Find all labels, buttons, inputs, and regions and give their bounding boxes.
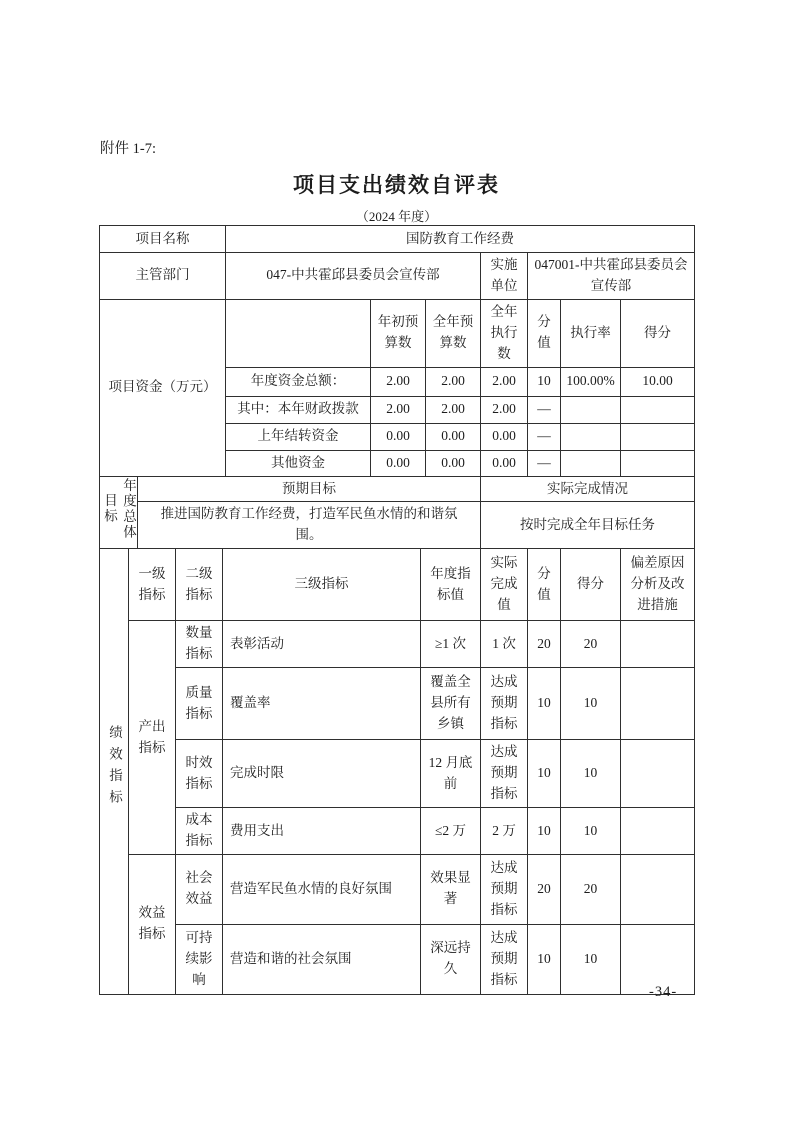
- level3-cell: 费用支出: [223, 808, 421, 855]
- document-subtitle: （2024 年度）: [355, 209, 438, 224]
- goal-side-label-text: 年度总体目标: [102, 477, 136, 540]
- score-cell: 10: [561, 740, 621, 808]
- funding-header-annual: 全年预算数: [426, 299, 481, 367]
- funding-header-score: 得分: [621, 299, 695, 367]
- cell-weight: 10: [528, 367, 561, 396]
- cell-annual-budget: 2.00: [426, 367, 481, 396]
- actual-completion-value: 按时完成全年目标任务: [481, 502, 695, 549]
- cell-score: [621, 450, 695, 476]
- actual-completion-header: 实际完成情况: [481, 476, 695, 502]
- funding-header-rate: 执行率: [561, 299, 621, 367]
- weight-cell: 10: [528, 808, 561, 855]
- funding-header-initial: 年初预算数: [371, 299, 426, 367]
- deviation-cell: [621, 854, 695, 924]
- cell-weight: —: [528, 423, 561, 450]
- funding-row-label: 其他资金: [226, 450, 371, 476]
- cell-rate: [561, 396, 621, 423]
- funding-header-weight: 分值: [528, 299, 561, 367]
- deviation-cell: [621, 668, 695, 740]
- cell-rate: [561, 423, 621, 450]
- actual-cell: 达成预期指标: [481, 740, 528, 808]
- project-name-value: 国防教育工作经费: [226, 226, 695, 253]
- indicators-side-label-text: 绩效指标: [107, 725, 122, 812]
- target-cell: 深远持久: [421, 924, 481, 994]
- indicator-row-social-benefit: [100, 854, 695, 924]
- header-level3: 三级指标: [223, 549, 421, 621]
- goal-side-label: [100, 476, 138, 549]
- level2-cell: 质量指标: [176, 668, 223, 740]
- level3-cell: 覆盖率: [223, 668, 421, 740]
- indicators-table: [99, 548, 695, 995]
- actual-cell: 达成预期指标: [481, 924, 528, 994]
- cell-weight: —: [528, 396, 561, 423]
- cell-score: [621, 396, 695, 423]
- department-row: [100, 253, 695, 300]
- project-name-label: 项目名称: [100, 226, 226, 253]
- header-weight: 分值: [528, 549, 561, 621]
- header-level2: 二级指标: [176, 549, 223, 621]
- funding-side-label: 项目资金（万元）: [100, 299, 226, 476]
- header-deviation: 偏差原因分析及改进措施: [621, 549, 695, 621]
- dept-label: 主管部门: [100, 253, 226, 300]
- cell-executed: 2.00: [481, 396, 528, 423]
- cell-score: 10.00: [621, 367, 695, 396]
- target-cell: ≥1 次: [421, 621, 481, 668]
- deviation-cell: [621, 621, 695, 668]
- cell-initial-budget: 0.00: [371, 450, 426, 476]
- attachment-label: 附件 1-7:: [100, 141, 156, 157]
- weight-cell: 20: [528, 621, 561, 668]
- cell-initial-budget: 2.00: [371, 367, 426, 396]
- header-level1: 一级指标: [129, 549, 176, 621]
- actual-cell: 2 万: [481, 808, 528, 855]
- funding-row-label: 年度资金总额：: [226, 367, 371, 396]
- target-cell: 12 月底前: [421, 740, 481, 808]
- score-cell: 10: [561, 924, 621, 994]
- level1-benefit: 效益指标: [129, 854, 176, 994]
- basic-and-funding-table: [99, 225, 695, 477]
- weight-cell: 10: [528, 924, 561, 994]
- expected-goal-value: 推进国防教育工作经费，打造军民鱼水情的和谐氛围。: [138, 502, 481, 549]
- cell-annual-budget: 0.00: [426, 423, 481, 450]
- funding-header-row: [100, 299, 695, 367]
- indicator-row-cost: [100, 808, 695, 855]
- score-cell: 10: [561, 808, 621, 855]
- funding-row-label: 上年结转资金: [226, 423, 371, 450]
- annual-goal-table: [99, 476, 695, 550]
- level3-cell: 营造和谐的社会氛围: [223, 924, 421, 994]
- cell-rate: [561, 450, 621, 476]
- level3-cell: 表彰活动: [223, 621, 421, 668]
- header-target-value: 年度指标值: [421, 549, 481, 621]
- dept-value: 047-中共霍邱县委员会宣传部: [226, 253, 481, 300]
- target-cell: 覆盖全县所有乡镇: [421, 668, 481, 740]
- level2-cell: 社会效益: [176, 854, 223, 924]
- goal-content-row: [100, 502, 695, 549]
- level2-cell: 数量指标: [176, 621, 223, 668]
- page-number: -34-: [649, 984, 678, 1000]
- impl-unit-value: 047001-中共霍邱县委员会宣传部: [528, 253, 695, 300]
- cell-executed: 2.00: [481, 367, 528, 396]
- score-cell: 20: [561, 854, 621, 924]
- level3-cell: 完成时限: [223, 740, 421, 808]
- target-cell: 效果显著: [421, 854, 481, 924]
- level1-output: 产出指标: [129, 621, 176, 855]
- cell-initial-budget: 0.00: [371, 423, 426, 450]
- score-cell: 10: [561, 668, 621, 740]
- cell-rate: 100.00%: [561, 367, 621, 396]
- document-title: 项目支出绩效自评表: [293, 173, 500, 197]
- cell-score: [621, 423, 695, 450]
- cell-weight: —: [528, 450, 561, 476]
- evaluation-table: [99, 225, 695, 995]
- weight-cell: 10: [528, 740, 561, 808]
- deviation-cell: [621, 808, 695, 855]
- funding-row-label: 其中：本年财政拨款: [226, 396, 371, 423]
- header-score: 得分: [561, 549, 621, 621]
- level3-cell: 营造军民鱼水情的良好氛围: [223, 854, 421, 924]
- expected-goal-header: 预期目标: [138, 476, 481, 502]
- weight-cell: 10: [528, 668, 561, 740]
- header-actual-value: 实际完成值: [481, 549, 528, 621]
- actual-cell: 达成预期指标: [481, 854, 528, 924]
- actual-cell: 达成预期指标: [481, 668, 528, 740]
- indicators-side-label: [100, 549, 129, 995]
- indicators-header-row: [100, 549, 695, 621]
- funding-header-executed: 全年执行数: [481, 299, 528, 367]
- project-name-row: [100, 226, 695, 253]
- impl-unit-label: 实施单位: [481, 253, 528, 300]
- indicator-row-quantity: [100, 621, 695, 668]
- cell-executed: 0.00: [481, 450, 528, 476]
- score-cell: 20: [561, 621, 621, 668]
- funding-header-empty: [226, 299, 371, 367]
- indicator-row-timeliness: [100, 740, 695, 808]
- level2-cell: 时效指标: [176, 740, 223, 808]
- actual-cell: 1 次: [481, 621, 528, 668]
- level2-cell: 成本指标: [176, 808, 223, 855]
- deviation-cell: [621, 740, 695, 808]
- weight-cell: 20: [528, 854, 561, 924]
- goal-header-row: [100, 476, 695, 502]
- cell-annual-budget: 0.00: [426, 450, 481, 476]
- indicator-row-sustainability: [100, 924, 695, 994]
- cell-initial-budget: 2.00: [371, 396, 426, 423]
- cell-executed: 0.00: [481, 423, 528, 450]
- target-cell: ≤2 万: [421, 808, 481, 855]
- level2-cell: 可持续影响: [176, 924, 223, 994]
- indicator-row-quality: [100, 668, 695, 740]
- cell-annual-budget: 2.00: [426, 396, 481, 423]
